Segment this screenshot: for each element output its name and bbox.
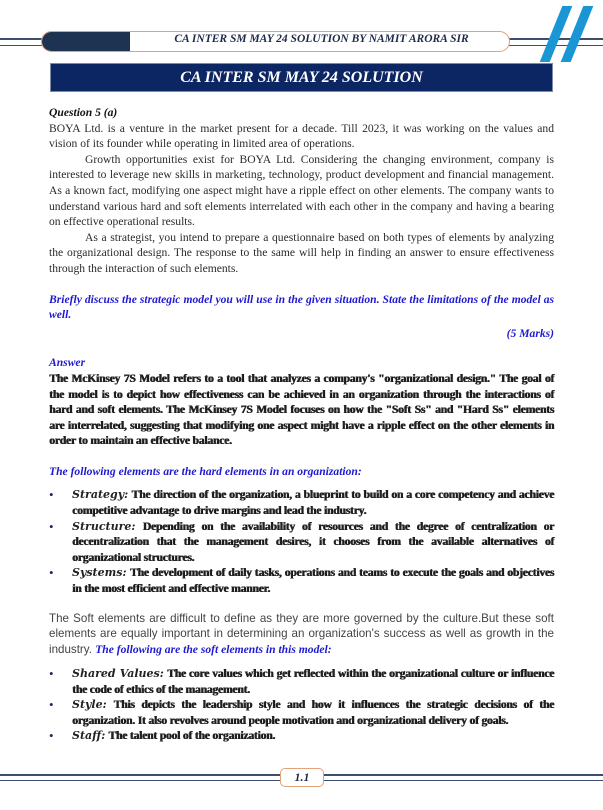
- question-prompt: Briefly discuss the strategic model you will use in the given situation. State the limitations of the model as well.: [49, 292, 554, 322]
- soft-elements-list: [49, 666, 554, 744]
- page-number: 1.1: [280, 768, 324, 787]
- header-banner-dark-segment: [42, 32, 130, 51]
- question-label: Question 5 (a): [49, 106, 118, 119]
- soft-element-text: The core values which get reflected within the organizational culture or influence the code of ethics of the management.: [72, 667, 555, 696]
- question-paragraph-1: BOYA Ltd. is a venture in the market present for a decade. Till 2023, it was working on the values and vision of its founder while operating in limited area of operations.: [49, 121, 554, 151]
- hard-element-term: Systems:: [72, 566, 127, 580]
- list-item: [49, 697, 554, 728]
- list-item: [49, 487, 554, 518]
- soft-element-text: The talent pool of the organization.: [108, 729, 275, 743]
- soft-element-text: This depicts the leadership style and how it influences the strategic decisions of the organization. It also revolves around people motivation and organizational delivery of goals.: [72, 698, 554, 727]
- soft-element-term: Shared Values:: [72, 667, 164, 681]
- header-banner-text: CA INTER SM MAY 24 SOLUTION BY NAMIT ARORA SIR: [174, 33, 469, 45]
- hard-element-term: Strategy:: [72, 488, 129, 502]
- list-item: [49, 519, 554, 566]
- marks-label: (5 Marks): [506, 326, 554, 340]
- hard-element-text: The direction of the organization, a blueprint to build on a core competency and achieve competitive advantage to drive margins and lead the industry.: [72, 488, 554, 518]
- soft-element-term: Staff:: [72, 729, 106, 743]
- list-item: [49, 565, 554, 596]
- question-paragraph-3: As a strategist, you intend to prepare a questionnaire based on both types of elements by analyzing the organizational design. The response to the same will help in finding an answer to ensure effectiveness through the interaction of such elements.: [49, 230, 554, 275]
- hard-elements-heading: The following elements are the hard elements in an organization:: [49, 464, 362, 478]
- hard-element-term: Structure:: [72, 519, 136, 533]
- document-body: [49, 105, 554, 744]
- hard-element-text: Depending on the availability of resources and the degree of centralization or decentralization that the management desires, it chooses from the available alternatives of organizational structures.: [72, 519, 555, 564]
- soft-element-term: Style:: [72, 698, 107, 712]
- hard-elements-list: [49, 487, 554, 596]
- list-item: [49, 728, 554, 744]
- hard-element-text: The development of daily tasks, operations and teams to execute the goals and objectives in the most efficient and effective manner.: [72, 566, 554, 596]
- answer-intro: The McKinsey 7S Model refers to a tool that analyzes a company's "organizational design." The goal of the model is to depict how effectiveness can be achieved in an organization through the interactions of hard and soft elements. The McKinsey 7S Model focuses on how the "Soft Ss" and "Hard Ss" elements are interrelated, suggesting that modifying one aspect might have a ripple effect on the other elements in order to maintain an effective balance.: [49, 371, 554, 448]
- soft-elements-intro: [49, 611, 554, 658]
- answer-heading: Answer: [49, 356, 86, 370]
- list-item: [49, 666, 554, 697]
- soft-elements-heading: The following are the soft elements in this model:: [95, 643, 332, 657]
- soft-intro-text: The Soft elements are difficult to define as they are more governed by the culture.But these soft elements are equally important in determining an organization's success as well as growth in the industry.: [49, 611, 554, 657]
- page-title: CA INTER SM MAY 24 SOLUTION: [50, 63, 553, 92]
- question-paragraph-2: Growth opportunities exist for BOYA Ltd. Considering the changing environment, company is interested to leverage new skills in marketing, technology, product development and financial management. As a known fact, modifying one aspect might have a ripple effect on other elements. The company wants to understand various hard and soft elements interrelated with each other in the company and having a bearing on effective operational results.: [49, 152, 554, 229]
- header-banner: [41, 31, 510, 52]
